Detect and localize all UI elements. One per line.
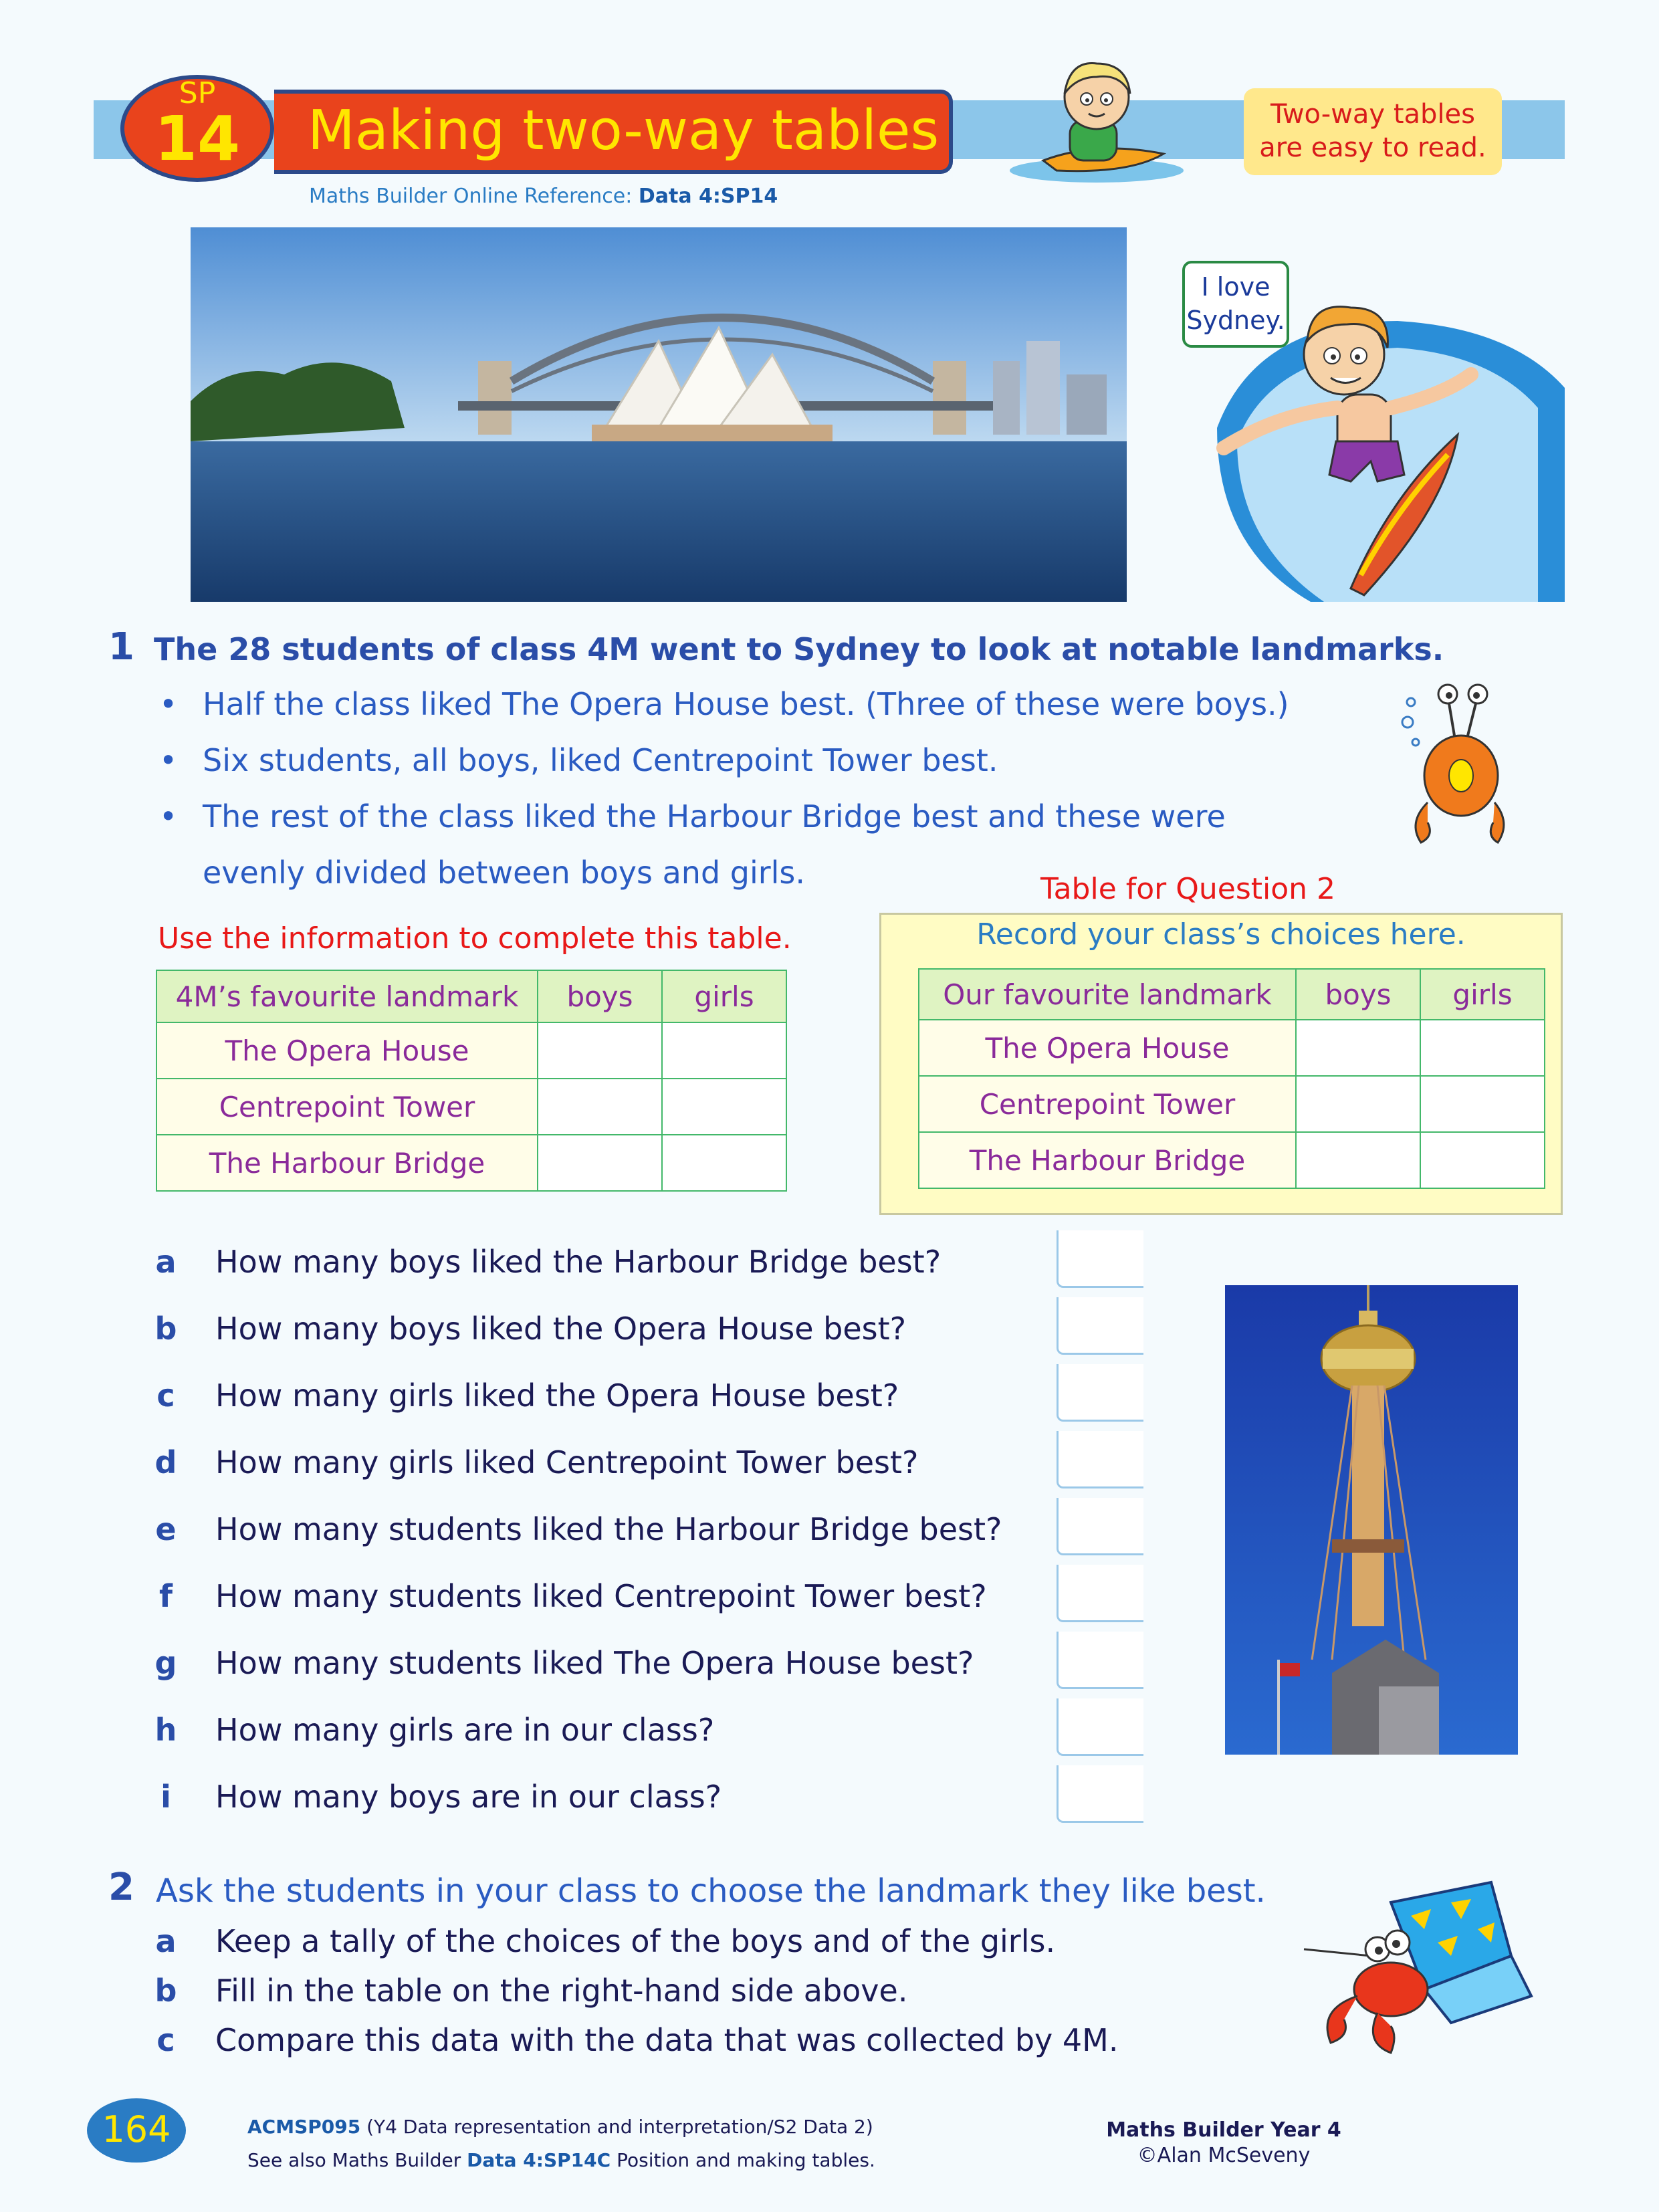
answer-box[interactable] bbox=[1057, 1632, 1143, 1689]
tip-note-text: Two-way tables are easy to read. bbox=[1259, 99, 1486, 163]
question-text: Keep a tally of the choices of the boys and of the girls. bbox=[215, 1923, 1056, 1959]
sydney-harbour-photo bbox=[191, 227, 1127, 602]
table-answer-cell[interactable] bbox=[538, 1079, 662, 1135]
online-reference: Maths Builder Online Reference: Data 4:SP14 bbox=[309, 185, 778, 208]
question-text: How many girls liked Centrepoint Tower best? bbox=[215, 1444, 919, 1480]
question-letter: h bbox=[154, 1712, 177, 1748]
table-header: 4M’s favourite landmark bbox=[156, 970, 538, 1022]
answer-box[interactable] bbox=[1057, 1364, 1143, 1422]
answer-box[interactable] bbox=[1057, 1565, 1143, 1622]
table-row-label: Centrepoint Tower bbox=[156, 1079, 538, 1135]
table-answer-cell[interactable] bbox=[1296, 1076, 1420, 1132]
table-row-label: Centrepoint Tower bbox=[919, 1076, 1296, 1132]
table-answer-cell[interactable] bbox=[1420, 1132, 1545, 1188]
table-answer-cell[interactable] bbox=[662, 1135, 786, 1191]
table-answer-cell[interactable] bbox=[1420, 1076, 1545, 1132]
question-letter: d bbox=[154, 1444, 177, 1480]
landmark-table-our-class bbox=[918, 968, 1545, 1189]
table-1-instruction: Use the information to complete this table. bbox=[158, 921, 792, 956]
copyright: ©Alan McSeveny bbox=[1137, 2144, 1311, 2167]
hermit-crab-cartoon bbox=[1291, 1876, 1545, 2063]
question-text: How many boys liked the Harbour Bridge best? bbox=[215, 1244, 942, 1280]
question-letter: e bbox=[155, 1511, 177, 1547]
book-title: Maths Builder Year 4 bbox=[1106, 2118, 1341, 2142]
centrepoint-tower-photo bbox=[1225, 1285, 1518, 1755]
page-number: 164 bbox=[102, 2108, 171, 2150]
question-2-number: 2 bbox=[108, 1866, 134, 1909]
bullet-dot: • bbox=[159, 686, 178, 722]
question-text: How many girls liked the Opera House best? bbox=[215, 1377, 899, 1414]
question-letter: c bbox=[156, 2022, 175, 2058]
bullet-dot: • bbox=[159, 798, 178, 835]
question-text: How many girls are in our class? bbox=[215, 1712, 715, 1748]
table-row-label: The Harbour Bridge bbox=[156, 1135, 538, 1191]
table-header: girls bbox=[662, 970, 786, 1022]
table-answer-cell[interactable] bbox=[1296, 1020, 1420, 1076]
bullet-text: evenly divided between boys and girls. bbox=[203, 855, 806, 891]
question-1-number: 1 bbox=[108, 625, 134, 669]
table-answer-cell[interactable] bbox=[538, 1022, 662, 1079]
curriculum-reference: ACMSP095 (Y4 Data representation and interpretation/S2 Data 2) bbox=[247, 2116, 873, 2138]
table-q2-caption: Table for Question 2 bbox=[1040, 872, 1336, 906]
table-row-label: The Opera House bbox=[156, 1022, 538, 1079]
bullet-dot: • bbox=[159, 742, 178, 778]
table-header: girls bbox=[1420, 969, 1545, 1020]
table-row-label: The Opera House bbox=[919, 1020, 1296, 1076]
answer-box[interactable] bbox=[1057, 1698, 1143, 1756]
question-2-intro: Ask the students in your class to choose the landmark they like best. bbox=[156, 1872, 1266, 1910]
see-also-reference: See also Maths Builder Data 4:SP14C Position and making tables. bbox=[247, 2149, 875, 2171]
answer-box[interactable] bbox=[1057, 1431, 1143, 1488]
table-answer-cell[interactable] bbox=[538, 1135, 662, 1191]
table-header: boys bbox=[1296, 969, 1420, 1020]
bullet-text: Six students, all boys, liked Centrepoint Tower best. bbox=[203, 742, 998, 778]
question-text: How many boys are in our class? bbox=[215, 1779, 722, 1815]
question-letter: f bbox=[158, 1578, 173, 1614]
answer-box[interactable] bbox=[1057, 1297, 1143, 1355]
question-letter: g bbox=[154, 1645, 177, 1681]
question-letter: a bbox=[155, 1923, 177, 1959]
bullet-text: The rest of the class liked the Harbour Bridge best and these were bbox=[203, 798, 1226, 835]
answer-box[interactable] bbox=[1057, 1230, 1143, 1288]
question-letter: b bbox=[154, 1311, 177, 1347]
question-text: How many students liked Centrepoint Tower best? bbox=[215, 1578, 987, 1614]
table-header: boys bbox=[538, 970, 662, 1022]
question-letter: b bbox=[154, 1973, 177, 2009]
question-text: Fill in the table on the right-hand side above. bbox=[215, 1973, 908, 2009]
table-q2-instruction: Record your class’s choices here. bbox=[976, 917, 1466, 952]
table-answer-cell[interactable] bbox=[1420, 1020, 1545, 1076]
crab-cartoon bbox=[1394, 675, 1515, 863]
page-title: Making two-way tables bbox=[308, 99, 939, 162]
table-row-label: The Harbour Bridge bbox=[919, 1132, 1296, 1188]
landmark-table-4m bbox=[156, 970, 787, 1192]
question-letter: c bbox=[156, 1377, 175, 1414]
question-letter: i bbox=[160, 1779, 171, 1815]
girl-surfer-cartoon bbox=[996, 47, 1197, 187]
sp-number: 14 bbox=[154, 103, 241, 175]
question-text: How many students liked the Harbour Bridge best? bbox=[215, 1511, 1002, 1547]
question-text: Compare this data with the data that was collected by 4M. bbox=[215, 2022, 1119, 2058]
question-text: How many students liked The Opera House best? bbox=[215, 1645, 974, 1681]
table-answer-cell[interactable] bbox=[662, 1079, 786, 1135]
question-1-intro: The 28 students of class 4M went to Sydney to look at notable landmarks. bbox=[154, 631, 1444, 667]
answer-box[interactable] bbox=[1057, 1498, 1143, 1555]
question-text: How many boys liked the Opera House best? bbox=[215, 1311, 907, 1347]
answer-box[interactable] bbox=[1057, 1765, 1143, 1823]
question-letter: a bbox=[155, 1244, 177, 1280]
table-header: Our favourite landmark bbox=[919, 969, 1296, 1020]
bullet-text: Half the class liked The Opera House best. (Three of these were boys.) bbox=[203, 686, 1289, 722]
table-answer-cell[interactable] bbox=[662, 1022, 786, 1079]
speech-bubble-text: I love Sydney. bbox=[1186, 272, 1285, 335]
table-answer-cell[interactable] bbox=[1296, 1132, 1420, 1188]
sp-code: SP bbox=[179, 76, 216, 110]
